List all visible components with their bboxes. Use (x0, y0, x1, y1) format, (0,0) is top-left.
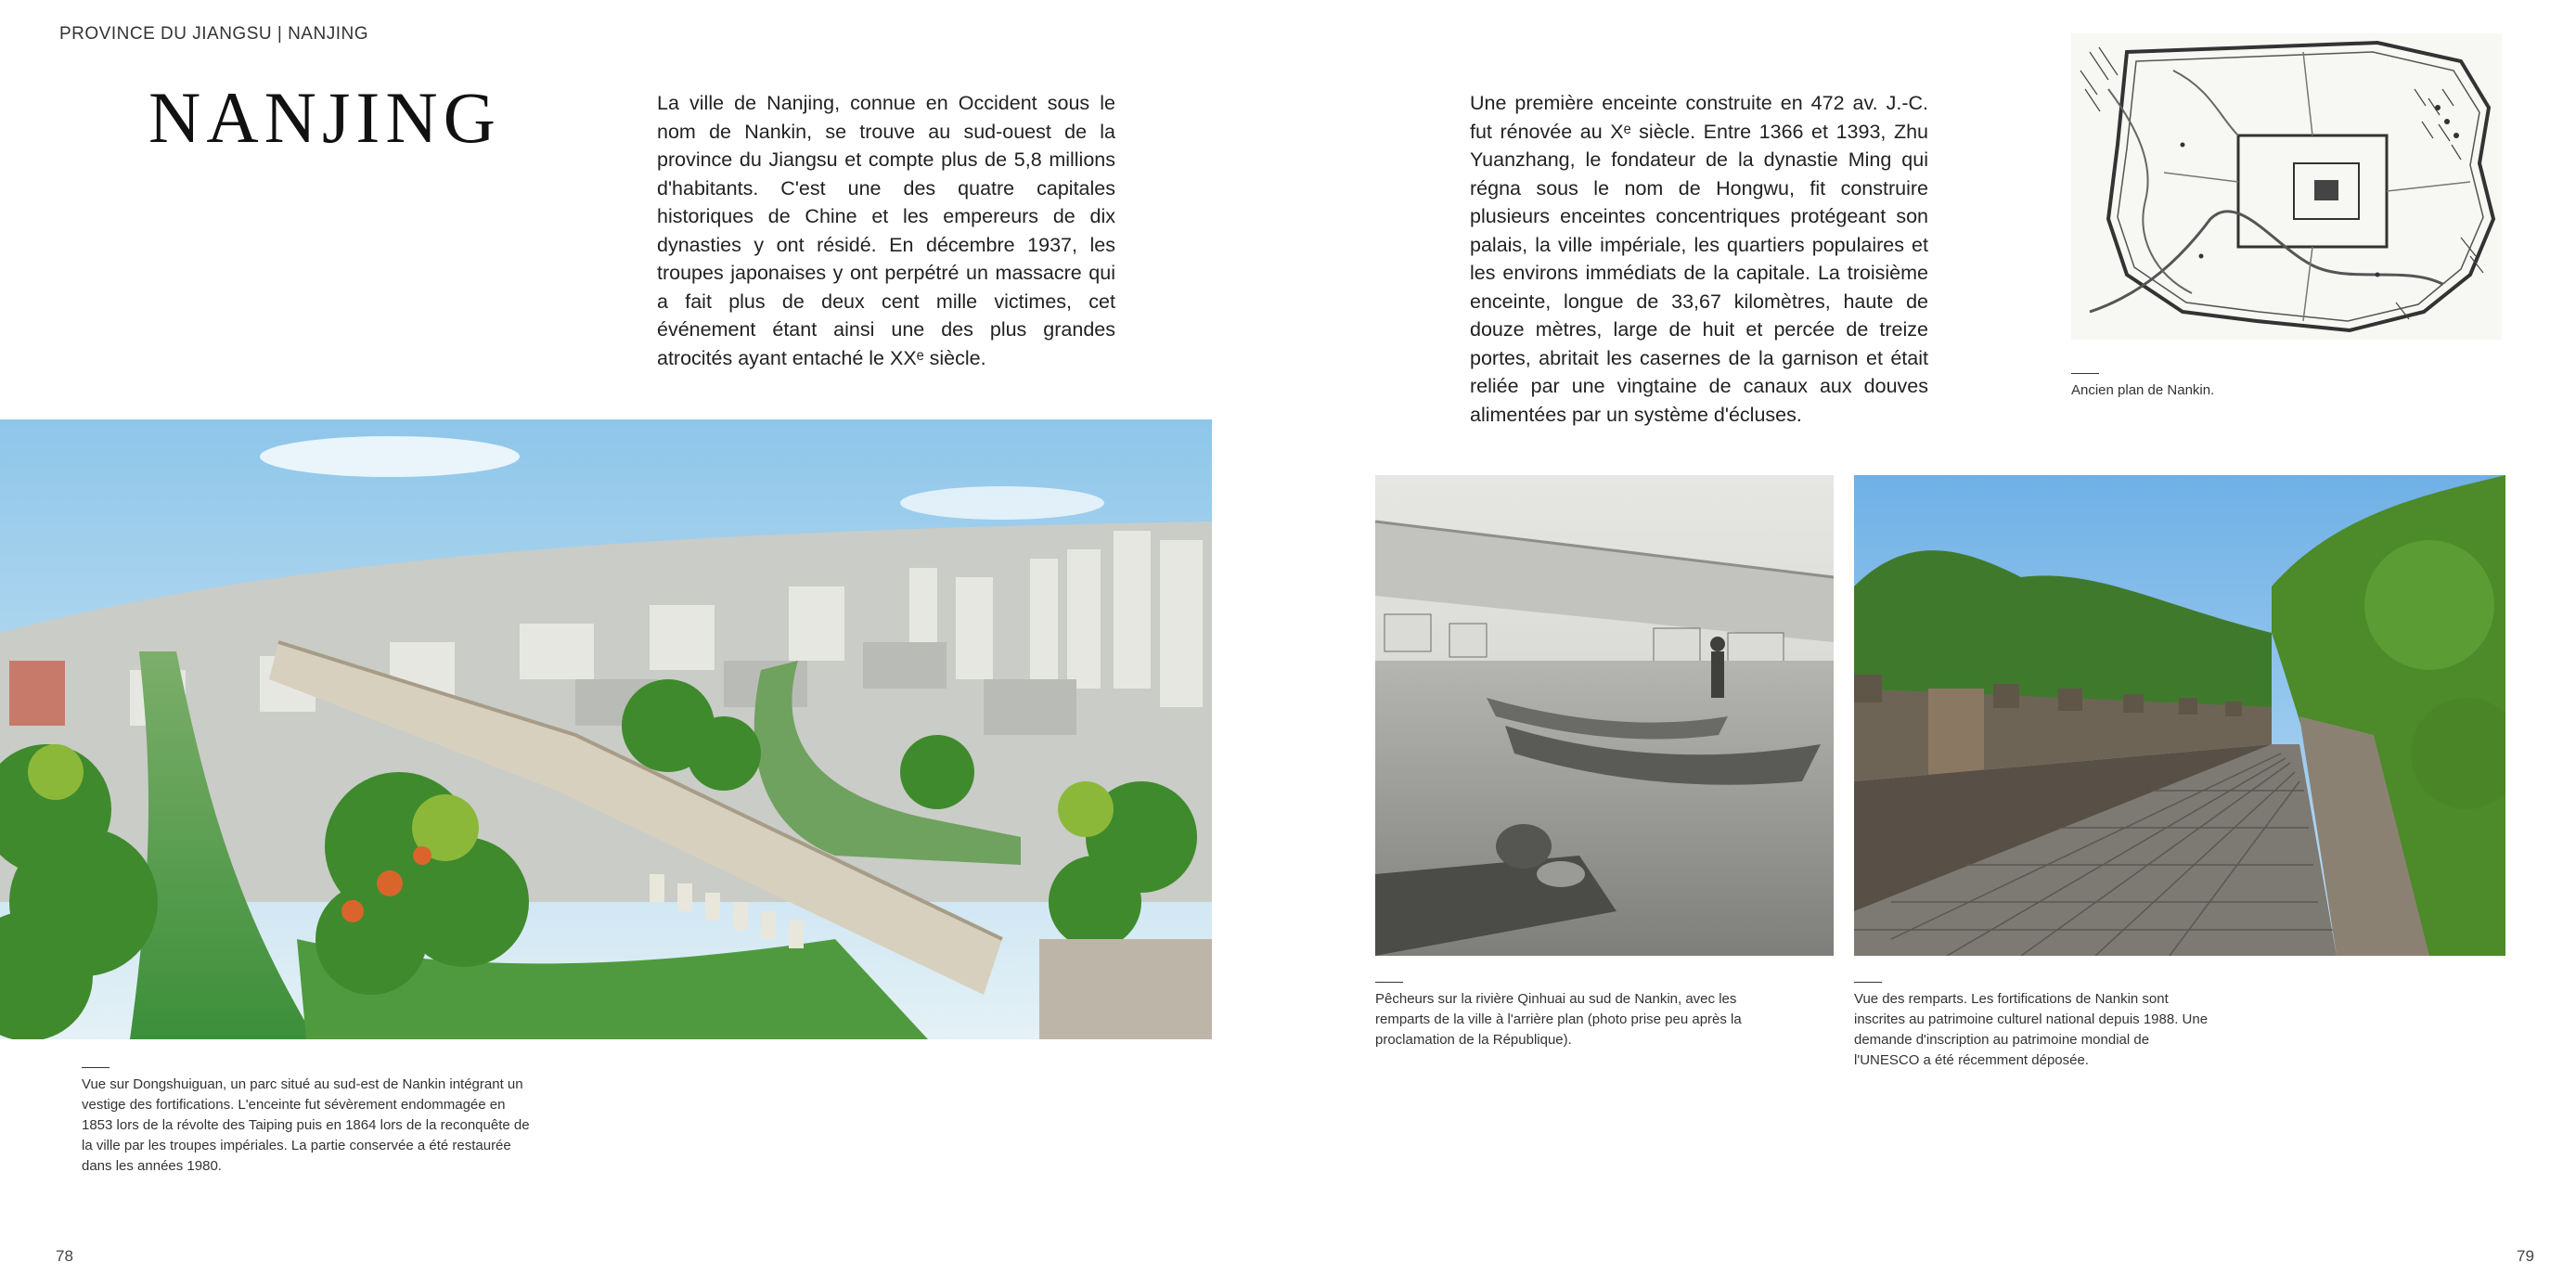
caption-rule (2071, 373, 2099, 374)
old-map-image (2071, 33, 2502, 340)
ramparts-photo (1854, 475, 2505, 956)
caption-rule (82, 1067, 109, 1068)
page-number-right: 79 (2517, 1247, 2534, 1265)
page-title: NANJING (148, 77, 501, 158)
fishermen-photo (1375, 475, 1834, 956)
page-number-left: 78 (56, 1247, 73, 1265)
caption-rule (1854, 982, 1882, 983)
ramparts-caption: Vue des remparts. Les fortifications de Nankin sont inscrites au patrimoine culturel national depuis 1988. Une demande d'inscription au patrimoine mondial de l'UNESCO a été récemment déposée. (1854, 991, 2209, 1068)
running-head: PROVINCE DU JIANGSU | NANJING (59, 24, 368, 44)
fishermen-caption: Pêcheurs sur la rivière Qinhuai au sud de Nankin, avec les remparts de la ville à l'arrière plan (photo prise peu après la proclamation de la République). (1375, 991, 1742, 1048)
caption-rule (1375, 982, 1403, 983)
map-caption: Ancien plan de Nankin. (2071, 382, 2215, 398)
aerial-caption: Vue sur Dongshuiguan, un parc situé au sud-est de Nankin intégrant un vestige des fortifications. L'enceinte fut sévèrement endommagée en 1853 lors de la révolte des Taiping puis en 1864 lors de la reconquête de la ville par les troupes impériales. La partie conservée a été restaurée dans les années 1980. (82, 1076, 530, 1174)
history-paragraph: Une première enceinte construite en 472 av. J.-C. fut rénovée au Xᵉ siècle. Entre 1366 et 1393, Zhu Yuanzhang, le fondateur de la dynastie Ming qui régna sous le nom de Hongwu, fit construire plusieurs enceintes concentriques protégeant son palais, la ville impériale, les quartiers populaires et les environs immédiats de la capitale. La troisième enceinte, longue de 33,67 kilomètres, haute de douze mètres, large de huit et percée de treize portes, abritait les casernes de la garnison et était reliée par une vingtaine de canaux aux douves alimentées par un système d'écluses. (1470, 92, 1928, 426)
aerial-photo (0, 419, 1212, 1039)
intro-paragraph: La ville de Nanjing, connue en Occident sous le nom de Nankin, se trouve au sud-ouest de la province du Jiangsu et compte plus de 5,8 millions d'habitants. C'est une des quatre capitales historiques de Chine et les empereurs de dix dynasties y ont résidé. En décembre 1937, les troupes japonaises y ont perpétré un massacre qui a fait plus de deux cent mille victimes, cet événement étant ainsi une des plus grandes atrocités ayant entaché le XXᵉ siècle. (657, 92, 1115, 369)
